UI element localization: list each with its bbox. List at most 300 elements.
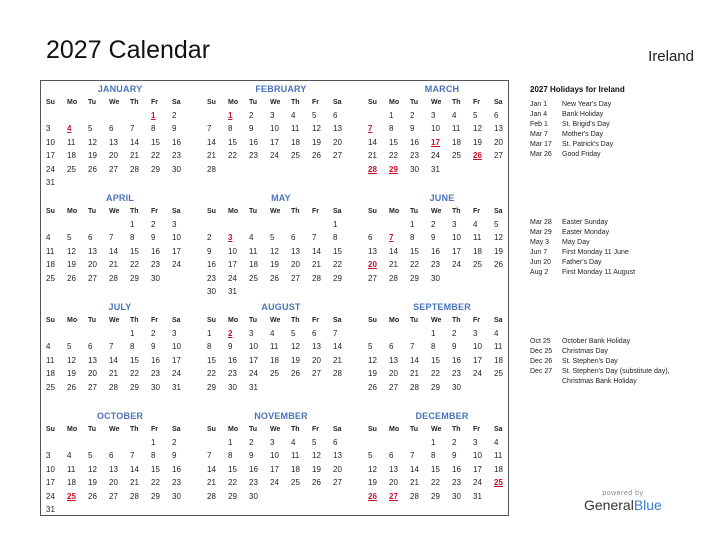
day-cell: 24 [473, 369, 482, 379]
day-cell: 22 [151, 151, 160, 161]
holiday-entry [530, 120, 700, 130]
day-cell: 14 [130, 137, 139, 147]
day-cell: 22 [228, 478, 237, 488]
weekday-header: Sa [333, 99, 342, 106]
day-cell: 11 [494, 451, 503, 461]
day-cell: 23 [249, 478, 258, 488]
day-cell: 2 [151, 329, 156, 338]
day-cell: 15 [410, 246, 419, 256]
weekday-header: Tu [88, 208, 97, 215]
day-cell: 3 [473, 329, 478, 338]
weekday-header: We [109, 426, 120, 433]
day-cell: 14 [130, 464, 139, 474]
weekday-header: Tu [249, 208, 258, 215]
holiday-day: 3 [228, 233, 233, 243]
day-cell: 5 [494, 220, 499, 229]
day-cell: 5 [88, 124, 93, 134]
day-cell: 3 [172, 329, 177, 338]
day-cell: 22 [333, 260, 342, 270]
holiday-date: Jun 20 [530, 259, 552, 266]
holiday-entry [530, 367, 700, 387]
day-cell: 1 [431, 329, 436, 338]
weekday-header: Mo [67, 208, 78, 215]
day-cell: 9 [452, 342, 457, 352]
day-cell: 6 [291, 233, 296, 243]
month-name: MARCH [424, 84, 460, 94]
day-cell: 19 [473, 137, 482, 147]
powered-by-text: powered by [602, 490, 644, 497]
weekday-header: Sa [494, 99, 503, 106]
holiday-name: Christmas Day [562, 348, 608, 355]
day-cell: 18 [452, 137, 461, 147]
empty-cell [88, 109, 109, 122]
empty-cell [368, 109, 389, 122]
day-cell: 29 [151, 491, 160, 501]
month-november [204, 410, 358, 503]
empty-cell [130, 436, 151, 449]
day-cell: 10 [46, 464, 55, 474]
day-cell: 4 [46, 233, 51, 243]
weekday-header: Fr [312, 317, 319, 324]
day-cell: 27 [291, 273, 300, 283]
day-cell: 31 [431, 164, 440, 174]
day-cell: 12 [368, 464, 377, 474]
day-cell: 30 [228, 382, 237, 392]
day-cell: 23 [228, 369, 237, 379]
day-cell: 17 [46, 478, 55, 488]
day-cell: 13 [109, 137, 118, 147]
day-cell: 29 [410, 273, 419, 283]
day-cell: 22 [389, 151, 398, 161]
day-cell: 30 [151, 273, 160, 283]
day-cell: 19 [368, 369, 377, 379]
day-cell: 20 [389, 478, 398, 488]
day-cell: 12 [291, 342, 300, 352]
day-cell: 20 [88, 260, 97, 270]
holiday-entry [530, 130, 700, 140]
holiday-entry [530, 110, 700, 120]
day-cell: 24 [46, 164, 55, 174]
weekday-header: Th [130, 208, 139, 215]
month-name: NOVEMBER [254, 411, 308, 421]
holiday-entry [530, 100, 700, 110]
empty-cell [88, 436, 109, 449]
day-cell: 8 [151, 451, 156, 461]
day-cell: 20 [312, 355, 321, 365]
day-cell: 21 [109, 260, 118, 270]
day-cell: 17 [473, 464, 482, 474]
weekday-header: Th [452, 426, 461, 433]
holiday-day: 1 [151, 111, 156, 120]
holiday-name: First Monday 11 June [562, 249, 629, 256]
day-cell: 11 [249, 246, 258, 256]
holiday-name: New Year's Day [562, 101, 612, 108]
month-july [43, 301, 197, 394]
day-cell: 23 [207, 273, 216, 283]
day-cell: 30 [410, 164, 419, 174]
day-cell: 10 [172, 233, 181, 243]
holiday-entry [530, 248, 700, 258]
weekday-header: Mo [389, 317, 400, 324]
day-cell: 10 [473, 342, 482, 352]
weekday-header: Th [291, 208, 300, 215]
day-cell: 11 [67, 464, 76, 474]
month-grid [368, 205, 519, 285]
day-cell: 6 [312, 329, 317, 338]
day-cell: 19 [312, 464, 321, 474]
month-grid [207, 205, 358, 298]
day-cell: 31 [249, 382, 258, 392]
day-cell: 27 [389, 382, 398, 392]
holiday-name: Easter Sunday [562, 219, 608, 226]
day-cell: 23 [151, 369, 160, 379]
day-cell: 8 [228, 451, 233, 461]
day-cell: 28 [109, 273, 118, 283]
day-cell: 5 [88, 451, 93, 461]
empty-cell [67, 109, 88, 122]
empty-cell [46, 436, 67, 449]
day-cell: 12 [312, 124, 321, 134]
weekday-header: We [431, 99, 442, 106]
brand-general: General [584, 497, 634, 513]
month-name: JANUARY [97, 84, 143, 94]
day-cell: 30 [207, 286, 216, 296]
day-cell: 15 [151, 137, 160, 147]
day-cell: 18 [46, 260, 55, 270]
month-grid [46, 205, 197, 285]
day-cell: 28 [410, 382, 419, 392]
day-cell: 3 [172, 220, 177, 229]
weekday-header: Su [207, 208, 216, 215]
day-cell: 16 [151, 355, 160, 365]
day-cell: 13 [333, 451, 342, 461]
day-cell: 19 [291, 355, 300, 365]
holiday-name: St. Patrick's Day [562, 141, 614, 148]
weekday-header: Mo [389, 426, 400, 433]
holiday-day: 2 [228, 329, 233, 338]
empty-cell [207, 218, 228, 231]
day-cell: 12 [67, 355, 76, 365]
weekday-header: Fr [473, 317, 480, 324]
brand-name [584, 497, 662, 513]
day-cell: 1 [228, 438, 233, 447]
day-cell: 15 [431, 464, 440, 474]
day-cell: 17 [473, 355, 482, 365]
holiday-date: Jan 1 [530, 101, 548, 108]
day-cell: 11 [46, 246, 55, 256]
day-cell: 7 [130, 124, 135, 134]
day-cell: 14 [368, 137, 377, 147]
day-cell: 8 [333, 233, 338, 243]
day-cell: 21 [410, 369, 419, 379]
day-cell: 10 [228, 246, 237, 256]
holiday-day: 25 [494, 478, 503, 488]
weekday-header: Fr [473, 99, 480, 106]
day-cell: 12 [494, 233, 503, 243]
day-cell: 12 [88, 137, 97, 147]
day-cell: 10 [452, 233, 461, 243]
day-cell: 17 [270, 464, 279, 474]
holiday-name: Mother's Day [562, 131, 604, 138]
weekday-header: We [109, 208, 120, 215]
day-cell: 17 [228, 260, 237, 270]
weekday-header: We [431, 317, 442, 324]
holiday-group-2 [530, 218, 700, 278]
day-cell: 22 [207, 369, 216, 379]
day-cell: 16 [228, 355, 237, 365]
holiday-entry [530, 347, 700, 357]
day-cell: 19 [270, 260, 279, 270]
day-cell: 19 [67, 260, 76, 270]
day-cell: 6 [88, 233, 93, 243]
month-grid [207, 96, 358, 176]
weekday-header: Mo [67, 317, 78, 324]
weekday-header: We [431, 208, 442, 215]
day-cell: 30 [249, 491, 258, 501]
day-cell: 5 [312, 111, 317, 120]
day-cell: 16 [151, 246, 160, 256]
day-cell: 28 [207, 491, 216, 501]
day-cell: 9 [452, 451, 457, 461]
day-cell: 5 [312, 438, 317, 447]
holiday-day: 29 [389, 164, 398, 174]
holiday-day: 4 [67, 124, 72, 134]
day-cell: 10 [473, 451, 482, 461]
day-cell: 7 [207, 124, 212, 134]
day-cell: 21 [389, 260, 398, 270]
holiday-name: St. Stephen's Day [562, 358, 618, 365]
empty-cell [46, 109, 67, 122]
holiday-entry [530, 337, 700, 347]
day-cell: 16 [172, 137, 181, 147]
day-cell: 10 [270, 124, 279, 134]
day-cell: 14 [312, 246, 321, 256]
day-cell: 21 [109, 369, 118, 379]
day-cell: 24 [249, 369, 258, 379]
day-cell: 4 [67, 451, 72, 461]
day-cell: 6 [333, 438, 338, 447]
day-cell: 22 [431, 369, 440, 379]
day-cell: 3 [270, 111, 275, 120]
day-cell: 7 [130, 451, 135, 461]
month-february [204, 83, 358, 176]
day-cell: 13 [389, 464, 398, 474]
day-cell: 3 [46, 124, 51, 134]
day-cell: 20 [291, 260, 300, 270]
holiday-date: Dec 25 [530, 348, 553, 355]
day-cell: 15 [130, 246, 139, 256]
day-cell: 21 [410, 478, 419, 488]
day-cell: 18 [249, 260, 258, 270]
day-cell: 4 [452, 111, 457, 120]
day-cell: 5 [270, 233, 275, 243]
weekday-header: Mo [228, 208, 239, 215]
country-label: Ireland [648, 48, 694, 65]
day-cell: 18 [67, 478, 76, 488]
weekday-header: We [109, 99, 120, 106]
holiday-name: St. Stephen's Day (substitute day), Christmas Bank Holiday [562, 368, 670, 385]
day-cell: 13 [291, 246, 300, 256]
day-cell: 14 [109, 355, 118, 365]
day-cell: 7 [207, 451, 212, 461]
holiday-entry [530, 268, 700, 278]
empty-cell [88, 218, 109, 231]
day-cell: 4 [249, 233, 254, 243]
holiday-group-1 [530, 100, 700, 160]
holiday-entry [530, 258, 700, 268]
day-cell: 15 [389, 137, 398, 147]
holiday-name: May Day [562, 239, 590, 246]
day-cell: 18 [291, 137, 300, 147]
holiday-name: First Monday 11 August [562, 269, 636, 276]
weekday-header: Tu [88, 317, 97, 324]
empty-cell [130, 109, 151, 122]
day-cell: 22 [228, 151, 237, 161]
day-cell: 29 [431, 382, 440, 392]
weekday-header: Th [452, 317, 461, 324]
day-cell: 8 [228, 124, 233, 134]
weekday-header: Sa [172, 426, 181, 433]
day-cell: 8 [389, 124, 394, 134]
weekday-header: Mo [228, 426, 239, 433]
day-cell: 29 [431, 491, 440, 501]
weekday-header: Su [46, 208, 55, 215]
day-cell: 9 [410, 124, 415, 134]
day-cell: 25 [270, 369, 279, 379]
day-cell: 19 [368, 478, 377, 488]
weekday-header: Su [368, 99, 377, 106]
holiday-date: Mar 26 [530, 151, 552, 158]
day-cell: 20 [333, 137, 342, 147]
weekday-header: Tu [249, 317, 258, 324]
day-cell: 8 [151, 124, 156, 134]
day-cell: 21 [207, 478, 216, 488]
weekday-header: We [270, 426, 281, 433]
day-cell: 23 [452, 369, 461, 379]
weekday-header: Fr [473, 426, 480, 433]
empty-cell [109, 109, 130, 122]
day-cell: 1 [431, 438, 436, 447]
day-cell: 12 [67, 246, 76, 256]
day-cell: 7 [109, 342, 114, 352]
day-cell: 13 [312, 342, 321, 352]
day-cell: 23 [452, 478, 461, 488]
day-cell: 11 [473, 233, 482, 243]
weekday-header: Sa [172, 317, 181, 324]
holiday-day: 26 [473, 151, 482, 161]
day-cell: 6 [88, 342, 93, 352]
day-cell: 27 [312, 369, 321, 379]
day-cell: 3 [431, 111, 436, 120]
brand-logo[interactable] [584, 490, 662, 513]
month-august [204, 301, 358, 394]
day-cell: 17 [452, 246, 461, 256]
holiday-day: 26 [368, 491, 377, 501]
day-cell: 10 [249, 342, 258, 352]
day-cell: 8 [431, 451, 436, 461]
day-cell: 29 [228, 491, 237, 501]
empty-cell [249, 218, 270, 231]
day-cell: 11 [452, 124, 461, 134]
day-cell: 26 [494, 260, 503, 270]
day-cell: 6 [333, 111, 338, 120]
day-cell: 2 [151, 220, 156, 229]
day-cell: 25 [291, 478, 300, 488]
empty-cell [312, 218, 333, 231]
day-cell: 24 [270, 478, 279, 488]
day-cell: 9 [431, 233, 436, 243]
empty-cell [109, 218, 130, 231]
day-cell: 11 [291, 451, 300, 461]
holiday-name: October Bank Holiday [562, 338, 631, 345]
day-cell: 12 [312, 451, 321, 461]
weekday-header: Sa [172, 99, 181, 106]
weekday-header: Sa [172, 208, 181, 215]
day-cell: 28 [333, 369, 342, 379]
holiday-name: Father's Day [562, 259, 602, 266]
day-cell: 22 [431, 478, 440, 488]
day-cell: 4 [494, 438, 499, 447]
day-cell: 6 [389, 342, 394, 352]
day-cell: 2 [172, 111, 177, 120]
month-grid [207, 423, 358, 503]
day-cell: 31 [172, 382, 181, 392]
day-cell: 24 [431, 151, 440, 161]
day-cell: 3 [452, 220, 457, 229]
day-cell: 27 [109, 164, 118, 174]
empty-cell [67, 218, 88, 231]
day-cell: 19 [494, 246, 503, 256]
holiday-date: Aug 2 [530, 269, 549, 276]
weekday-header: Th [130, 426, 139, 433]
day-cell: 13 [88, 355, 97, 365]
day-cell: 1 [130, 220, 135, 229]
empty-cell [389, 327, 410, 340]
day-cell: 14 [207, 137, 216, 147]
weekday-header: We [431, 426, 442, 433]
day-cell: 7 [312, 233, 317, 243]
day-cell: 26 [312, 478, 321, 488]
day-cell: 13 [389, 355, 398, 365]
month-name: OCTOBER [96, 411, 144, 421]
day-cell: 28 [207, 164, 216, 174]
weekday-header: Fr [151, 426, 158, 433]
holiday-day: 7 [368, 124, 373, 134]
holiday-day: 28 [368, 164, 377, 174]
day-cell: 16 [410, 137, 419, 147]
day-cell: 15 [130, 355, 139, 365]
month-may [204, 192, 358, 298]
day-cell: 31 [473, 491, 482, 501]
day-cell: 9 [151, 342, 156, 352]
day-cell: 15 [228, 464, 237, 474]
day-cell: 4 [46, 342, 51, 352]
day-cell: 4 [291, 438, 296, 447]
day-cell: 20 [88, 369, 97, 379]
day-cell: 28 [130, 491, 139, 501]
day-cell: 10 [431, 124, 440, 134]
day-cell: 13 [333, 124, 342, 134]
holiday-entry [530, 228, 700, 238]
day-cell: 11 [291, 124, 300, 134]
day-cell: 17 [172, 246, 181, 256]
month-name: JULY [108, 302, 132, 312]
weekday-header: Fr [151, 317, 158, 324]
empty-cell [67, 327, 88, 340]
day-cell: 22 [151, 478, 160, 488]
holiday-date: Oct 25 [530, 338, 551, 345]
day-cell: 13 [494, 124, 503, 134]
